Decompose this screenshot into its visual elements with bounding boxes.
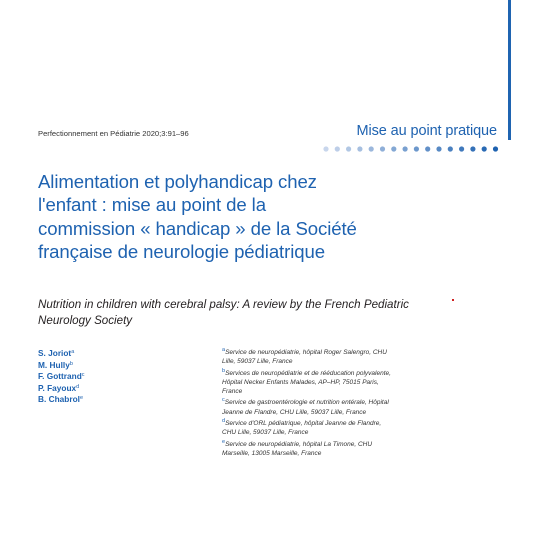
- decorative-dot: [357, 146, 362, 151]
- affiliation-list: [222, 346, 394, 458]
- decorative-dot: [380, 146, 385, 151]
- author: P. Fayoux$^d$: [38, 382, 80, 393]
- red-mark: [452, 299, 454, 301]
- author: F. Gottrand$^c$: [38, 371, 85, 382]
- decorative-dot: [425, 146, 430, 151]
- decorative-dot: [335, 146, 340, 151]
- section-rubric: Mise au point pratique: [356, 123, 497, 139]
- decorative-dot: [414, 146, 419, 151]
- affiliation: $^c$Service de gastroentérologie et nutrition entérale, Hôpital Jeanne de Flandre, CHU Lille, 59037 Lille, France: [222, 397, 389, 416]
- decorative-dot: [493, 146, 498, 151]
- decorative-dot: [448, 146, 453, 151]
- decorative-dot: [346, 146, 351, 151]
- affiliation: $^b$Services de neuropédiatrie et de rééducation polyvalente, Hôpital Necker Enfants Malades, AP–HP, 75015 Paris, France: [222, 367, 391, 396]
- decorative-dots: [322, 145, 500, 153]
- decorative-dot: [391, 146, 396, 151]
- decorative-dot: [369, 146, 374, 151]
- author: B. Chabrol$^e$: [38, 394, 84, 405]
- decorative-dot: [436, 146, 441, 151]
- header-rule: [508, 0, 511, 140]
- affiliation: $^d$Service d'ORL pédiatrique, hôpital Jeanne de Flandre, CHU Lille, 59037 Lille, France: [222, 418, 382, 437]
- journal-reference: Perfectionnement en Pédiatrie 2020;3:91–96: [38, 129, 189, 138]
- affiliation: $^a$Service de neuropédiatrie, hôpital Roger Salengro, CHU Lille, 59037 Lille, France: [222, 347, 387, 366]
- decorative-dot: [323, 146, 328, 151]
- author: M. Hully$^b$: [38, 359, 73, 370]
- decorative-dot: [403, 146, 408, 151]
- decorative-dot: [470, 146, 475, 151]
- author-list: [38, 347, 85, 405]
- article-title-en: Nutrition in children with cerebral palsy: A review by the French Pediatric Neurology Society: [38, 298, 409, 327]
- decorative-dot: [482, 146, 487, 151]
- affiliation: $^e$Service de neuropédiatrie, hôpital La Timone, CHU Marseille, 13005 Marseille, France: [222, 438, 373, 457]
- author: S. Joriot$^a$: [38, 348, 75, 358]
- article-title-fr: Alimentation et polyhandicap chez l'enfant : mise au point de la commission « handicap » de la Société française de neurologie pédiatrique: [38, 171, 357, 263]
- decorative-dot: [459, 146, 464, 151]
